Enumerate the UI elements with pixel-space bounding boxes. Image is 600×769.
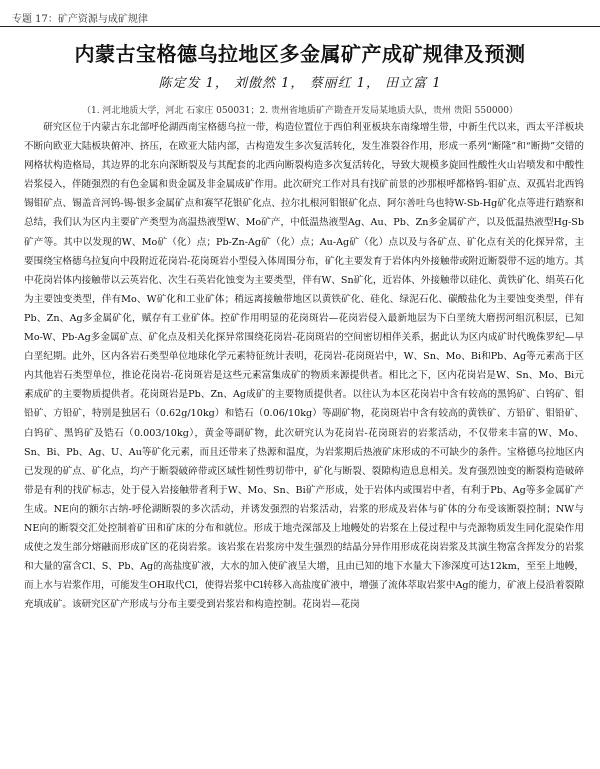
article-title: 内蒙古宝格德乌拉地区多金属矿产成矿规律及预测 [74,42,526,66]
header-rule [0,26,600,27]
author-name: 田立富 1 [385,76,442,91]
author-name: 陈定发 1 [158,76,215,91]
author-list: 陈定发 1， 刘傲然 1， 蔡丽红 1， 田立富 1 [158,76,442,91]
author-affiliation: （1. 河北地质大学，河北 石家庄 050031；2. 贵州省地质矿产勘查开发局某地质大队，贵州 贵阳 550000） [81,106,519,116]
author-name: 蔡丽红 1 [309,76,366,91]
body-paragraph: 研究区位于内蒙古东北部呼伦湖西南宝格德乌拉一带，构造位置位于西伯利亚板块东南缘增生带，中新生代以来，西太平洋板块不断向欧亚大陆板块俯冲、挤压，在欧亚大陆内部，古构造发生多次复活转化，发生准裂谷作用，形成一系列“断隆”和“断拗”交错的网格状构造格局，其边界的北东向深断裂及与其配套的北西向断裂构造多次复活转化，导致大规模多旋回性酸性火山岩喷发和中酸性岩浆侵入，伴随强烈的有色金属和贵金属及非金属成矿作用。此次研究工作对具有找矿前景的沙那根呼都格钨-钼矿点、双孤岩北西钨锡钼矿点、锡盖音河钨-锡-银多金属矿点和赛罕花银矿化点、拉尔扎根河钼银矿化点、阿尔善吐乌也特W-Sb-Hg矿化点等进行踏察和总结，我们认为区内主要矿产类型为高温热液型W、Mo矿产，中低温热液型Ag、Au、Pb、Zn多金属矿产，以及低温热液型Hg-Sb矿产等。其中以发现的W、Mo矿（化）点；Pb-Zn-Ag矿（化）点；Au-Ag矿（化）点以及与各矿点、矿化点有关的化探异常，主要围绕宝格德乌拉复向中段附近花岗岩-花岗斑岩小型侵入体周围分布，矿化主要发育于岩体内外接触带或附近断裂带不远的地方。其中花岗岩体内接触带以云英岩化、次生石英岩化蚀变为主要类型，伴有W、Sn矿化，近岩体、外接触带以硅化、黄铁矿化、绢英石化为主要蚀变类型，伴有Mo、W矿化和工业矿体；稍远离接触带地区以黄铁矿化、硅化、绿泥石化、碳酸盐化为主要蚀变类型，伴有Pb、Zn、Ag多金属矿化，赋存有工业矿体。控矿作用明显的花岗斑岩—花岗岩侵入最新地层为下白垩统大磨拐河组沉积层，已知Mo-W、Pb-Ag多金属矿点、矿化点及相关化探异常围绕花岗岩-花岗斑岩的空间密切相伴关系，据此认为区内成矿时代晚侏罗纪—早白垩纪期。此外，区内各岩石类型单位地球化学元素特征统计表明，花岗岩-花岗斑岩中，W、Sn、Mo、Bi和Pb、Ag等元素高于区内其他岩石类型单位，推论花岗岩-花岗斑岩是这些元素富集成矿的物质来源提供者。相比之下，区内花岗岩是W、Sn、Mo、Bi元素成矿的主要物质提供者。花岗斑岩是Pb、Zn、Ag成矿的主要物质提供者。以往认为本区花岗岩中含有较高的黑钨矿、白钨矿、钼铅矿、方铅矿，特别是独居石（0.62g/10kg）和锆石（0.06/10kg）等副矿物，花岗斑岩中含有较高的黄铁矿、方铅矿、钼铅矿、白钨矿、黑钨矿及锆石（0.003/10kg），黄金等副矿物，此次研究认为花岗岩-花岗斑岩的岩浆活动，不仅带来丰富的W、Mo、Sn、Bi、Pb、Ag、U、Au等矿化元素，而且还带来了热源和温度，为岩浆期后热液矿床形成的不可缺少的条件。宝格德乌拉地区内已发现的矿点、矿化点，均产于断裂破碎带或区域性韧性剪切带中，矿化与断裂、裂隙构造息息相关。发育强烈蚀变的断裂构造破碎带是有利的找矿标志，处于侵入岩接触带者利于W、Mo、Sn、Bi矿产形成，处于岩体内或围岩中者，有利于Pb、Ag等多金属矿产生成。NE向的额尔古纳-呼伦湖断裂的多次活动，并诱发强烈的岩浆活动，岩浆的形成及岩体与矿体的分布受该断裂控制；NW与NE向的断裂交汇处控制着矿田和矿床的分布和就位。形成于地壳深部及上地幔处的岩浆在上侵过程中与壳源物质发生同化混染作用成使之发生部分熔融而形成矿区的花岗岩浆。该岩浆在岩浆房中发生强烈的结晶分异作用形成花岗岩浆及其演生物富含挥发分的岩浆和大量的富含Cl、S、Pb、Ag的高盐度矿液，大水的加入使矿液呈大增，且由已知的地下水量大下渗深度可达12km，至至上地幔，而上水与岩浆作用，可能发生OH取代Cl，使得岩浆中Cl转移入高盐度矿液中，增强了流体萃取岩浆中Ag的能力，矿液上侵沿着裂隙充填成矿。该研究区矿产形成与分布主要受到岩浆岩和构造控制。花岗岩—花岗 [24,122,584,611]
author-name: 刘傲然 1 [234,76,291,91]
running-head: 专题 17：矿产资源与成矿规律 [12,14,148,25]
